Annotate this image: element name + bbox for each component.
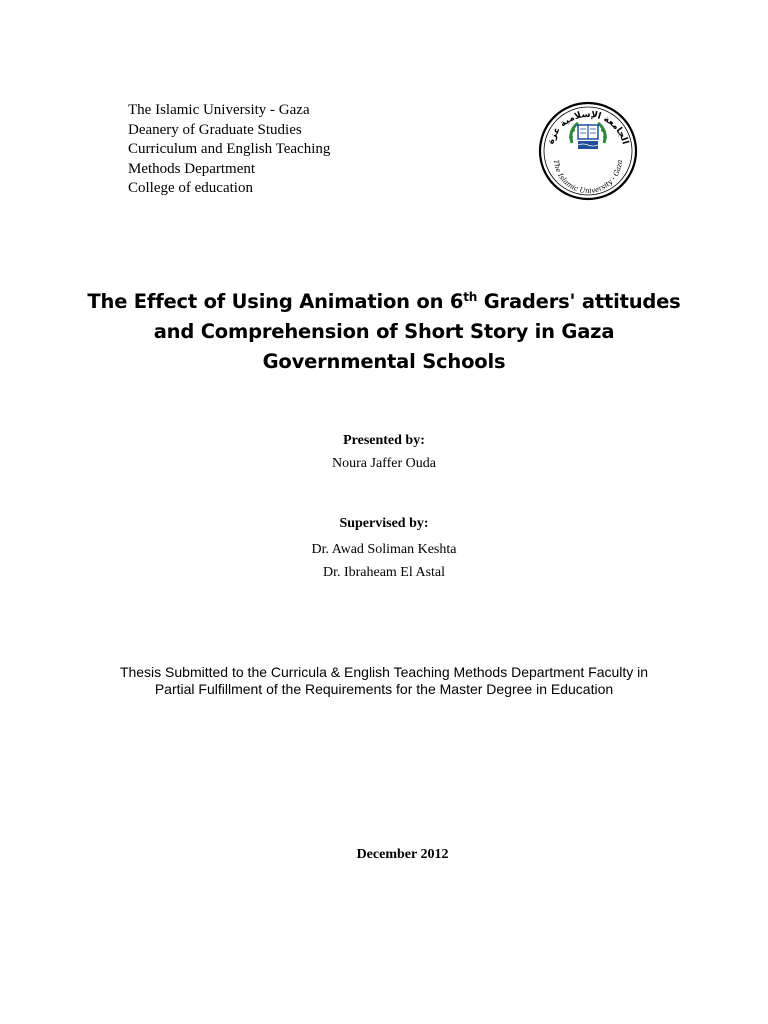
submission-date: December 2012 [356,847,449,862]
thesis-title [0,287,768,377]
title-line-1 [0,287,768,317]
title-line-1-end: Graders' attitudes [477,290,681,313]
thesis-line-2: Partial Fulfillment of the Requirements for the Master Degree in Education [154,681,614,697]
seal-svg [538,101,638,201]
presented-by-label: Presented by: [343,433,425,448]
header-line-deanery: Deanery of Graduate Studies [128,121,302,138]
title-line-3: Governmental Schools [262,350,506,373]
title-line-1-start: The Effect of Using Animation on 6 [87,290,464,313]
presented-by-section [0,430,768,475]
institution-header [128,101,458,199]
supervised-by-label: Supervised by: [339,516,429,531]
university-seal-logo [538,101,638,201]
title-ordinal-suffix: th [463,290,478,304]
seal-arabic-text: الجامعة الإسلامية غزة [546,109,630,146]
supervisor-name-2: Dr. Ibraheam El Astal [322,565,446,580]
supervisor-name-1: Dr. Awad Soliman Keshta [311,542,457,557]
seal-english-text: The Islamic University - Gaza [551,159,625,196]
header-line-curriculum: Curriculum and English Teaching [128,141,331,157]
supervised-by-section [0,513,768,584]
header-line-college: College of education [128,180,253,196]
waves-icon [578,141,598,149]
thesis-statement [0,664,768,698]
author-name: Noura Jaffer Ouda [332,456,436,471]
thesis-line-1: Thesis Submitted to the Curricula & English Teaching Methods Department Faculty in [119,664,649,680]
header-line-university: The Islamic University - Gaza [128,102,310,118]
header-line-department: Methods Department [128,160,256,177]
title-line-2: and Comprehension of Short Story in Gaza [153,320,615,343]
open-book-icon [578,125,598,139]
